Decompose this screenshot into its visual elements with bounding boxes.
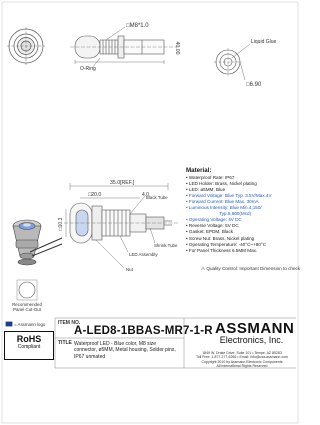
material-item: • Forward Current: Blue Max. 30mA [186,199,259,205]
front-view [7,27,45,65]
black-tube-label: Black Tube [146,195,168,200]
item-no-label: ITEM NO. [58,320,81,326]
material-item: Typ.5,800(Mcd) [186,211,252,217]
small-dim: 4.0 [142,192,149,198]
material-item: • For Panel Thickness 6.5MM Max. [186,247,258,253]
assmann-logo [215,320,295,345]
product-title: Waterproof LED - Blue color, M8 size connector, ø5MM, Metal housing, Solder pins, IP67 unmated [74,341,176,360]
rohs-line-1: RoHS [16,334,42,344]
panel-cutout-label-2: Panel Cut-Out [13,307,41,312]
panel-cutout-label-1: Recommended [12,302,42,307]
company-address: 1849 W. Drake Drive, Suite 101 • Tempe, AZ 85283 Toll Free: 1-877-277-6266 • Email: info@usa-assmann.com Copyright 2010 by Assmann Electronic Components All International Rights Reserved [196,351,288,369]
side-view [70,27,180,68]
thread-dim: □M8*1.0 [126,23,149,29]
title-label: TITLE [58,340,72,346]
material-item: • Operating Voltage: 4V DC [186,217,242,223]
material-list [186,168,298,254]
rohs-line-2: Compliant [17,344,41,350]
material-item: • Waterproof Rate: IP67 [186,175,235,181]
shrink-tube-label: Shrink Tube [154,243,178,248]
material-item: • Forward Voltage: Blue Typ. 3.5V/Max.4V [186,193,272,199]
material-item: • Operating Temperature: -40°C~+80°C [186,241,267,247]
material-item: • LED Holder: Brass, Nickel plating [186,181,257,187]
lower-width-dim: □20.0 [88,192,102,198]
body-dia-dim: □6.90 [246,82,262,88]
front-dia-dim: □10.3 [58,217,64,231]
led-assembly-label: LED Assembly [129,252,158,257]
brand-sub: Electronics, Inc. [219,335,284,345]
panel-cutout [17,280,37,300]
length-dim: 40.00 [174,41,180,55]
quality-control-note: ⚠ Quality Control: Important Dimension to check [201,266,300,271]
assmann-logo-mark [6,322,12,326]
top-width-dim: 35.0[REF.] [110,180,135,186]
iso-view [13,220,62,265]
brand-name: ASSMANN [215,320,295,337]
assmann-logo-note: = Assmann logo [14,322,46,327]
material-item: • Gasket: EPDM, Black [186,229,234,235]
nut-label: Nut [126,267,133,272]
o-ring-label: O-Ring [80,66,96,72]
liquid-glue-label: Liquid Glue [251,39,277,45]
material-item: • Reverse Voltage: 5V DC [186,223,239,229]
rohs-badge [4,331,54,360]
material-item: • Screw Nut: Brass, Nickel plating [186,235,255,241]
part-number: A-LED8-1BBAS-MR7-1-R [74,325,213,337]
material-title: Material: [186,167,212,174]
material-item: • LED: ø5MM, Blue [186,187,226,193]
rear-view [214,44,250,80]
material-item: • Luminous Intensity: Blue Min.4,150/ [186,205,262,211]
